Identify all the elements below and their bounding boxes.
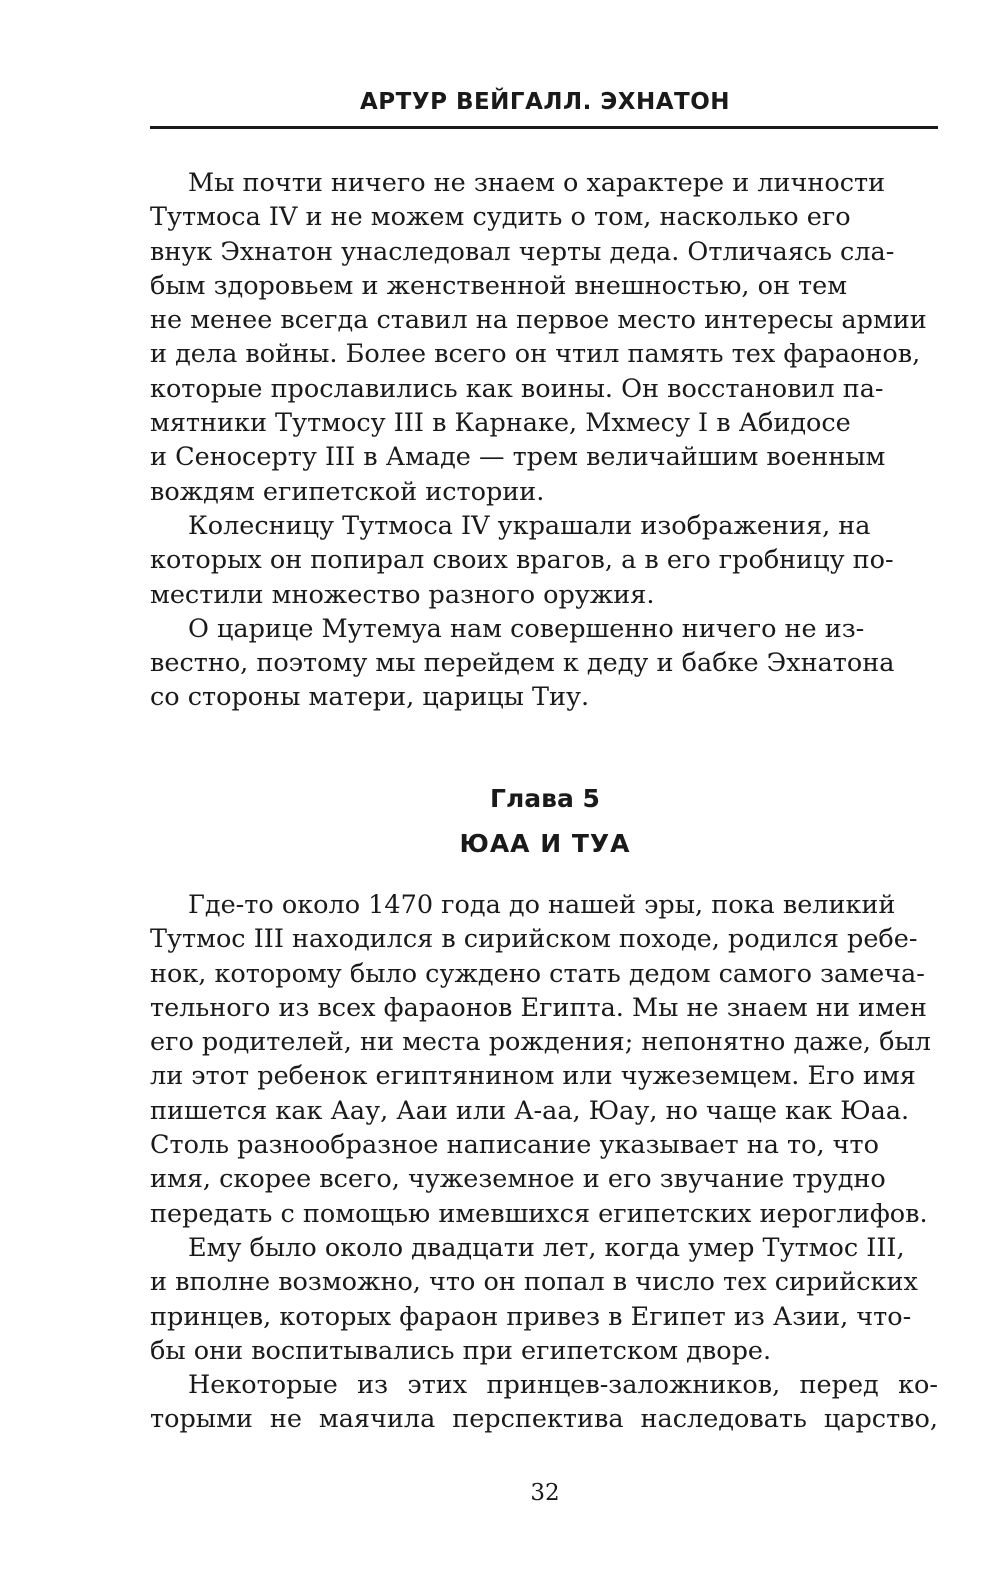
paragraph [150,888,938,1231]
text-line: бы они воспитывались при египетском дворе. [150,1335,772,1366]
text-line: мятники Тутмосу III в Карнаке, Мхмесу I в Абидосе [150,408,851,439]
text-line: вождям египетской истории. [150,476,545,507]
text-line: имя, скорее всего, чужеземное и его звучание трудно [150,1164,886,1195]
text-line: Ему было около двадцати лет, когда умер Тутмос III, [188,1232,905,1263]
running-head: АРТУР ВЕЙГАЛЛ. ЭХНАТОН [360,89,730,115]
paragraph [150,166,938,509]
text-line: Некоторые из этих принцев-заложников, перед ко- [188,1370,938,1401]
chapter-title: ЮАА И ТУА [459,829,631,858]
text-line: местили множество разного оружия. [150,579,655,610]
paragraph [150,1231,938,1368]
text-line: бым здоровьем и женственной внешностью, он тем [150,270,848,301]
text-line: не менее всегда ставил на первое место интересы армии [150,305,927,336]
text-line: внук Эхнатон унаследовал черты деда. Отличаясь сла- [150,236,895,267]
text-line: которые прославились как воины. Он восстановил па- [150,373,884,404]
paragraph [150,612,938,715]
text-line: и Сеносерту III в Амаде — трем величайшим военным [150,442,886,473]
paragraph [150,509,938,612]
text-line: пишется как Аау, Ааи или А-аа, Юау, но чаще как Юаа. [150,1095,910,1126]
chapter-number: Глава 5 [490,784,600,813]
text-line: Тутмоса IV и не можем судить о том, насколько его [150,202,851,233]
page-number: 32 [530,1480,560,1506]
text-line: Тутмос III находился в сирийском походе, родился ребе- [150,924,918,955]
text-line: торыми не маячила перспектива наследовать царство, [150,1404,938,1435]
text-line: Где-то около 1470 года до нашей эры, пока великий [188,890,896,920]
text-line: со стороны матери, царицы Тиу. [150,682,590,713]
text-line: его родителей, ни места рождения; непонятно даже, был [150,1027,931,1058]
paragraph [150,1368,938,1437]
text-line: Столь разнообразное написание указывает на то, что [150,1130,879,1161]
text-line: О царице Мутемуа нам совершенно ничего не из- [188,613,865,644]
text-before-chapter [150,166,938,715]
text-after-chapter [150,888,938,1437]
text-line: и дела войны. Более всего он чтил память тех фараонов, [150,339,921,370]
text-line: ли этот ребенок египтянином или чужеземцем. Его имя [150,1061,916,1092]
text-line: которых он попирал своих врагов, а в его гробницу по- [150,545,894,576]
text-line: и вполне возможно, что он попал в число тех сирийских [150,1267,918,1298]
text-line: вестно, поэтому мы перейдем к деду и бабке Эхнатона [150,648,895,679]
text-line: Колесницу Тутмоса IV украшали изображения, на [188,510,871,541]
text-line: передать с помощью имевшихся египетских иероглифов. [150,1198,928,1229]
text-line: Мы почти ничего не знаем о характере и личности [188,168,886,198]
header-rule [150,126,938,129]
text-line: принцев, которых фараон привез в Египет из Азии, что- [150,1301,912,1332]
text-line: тельного из всех фараонов Египта. Мы не знаем ни имен [150,992,927,1023]
text-line: нок, которому было суждено стать дедом самого замеча- [150,958,925,989]
